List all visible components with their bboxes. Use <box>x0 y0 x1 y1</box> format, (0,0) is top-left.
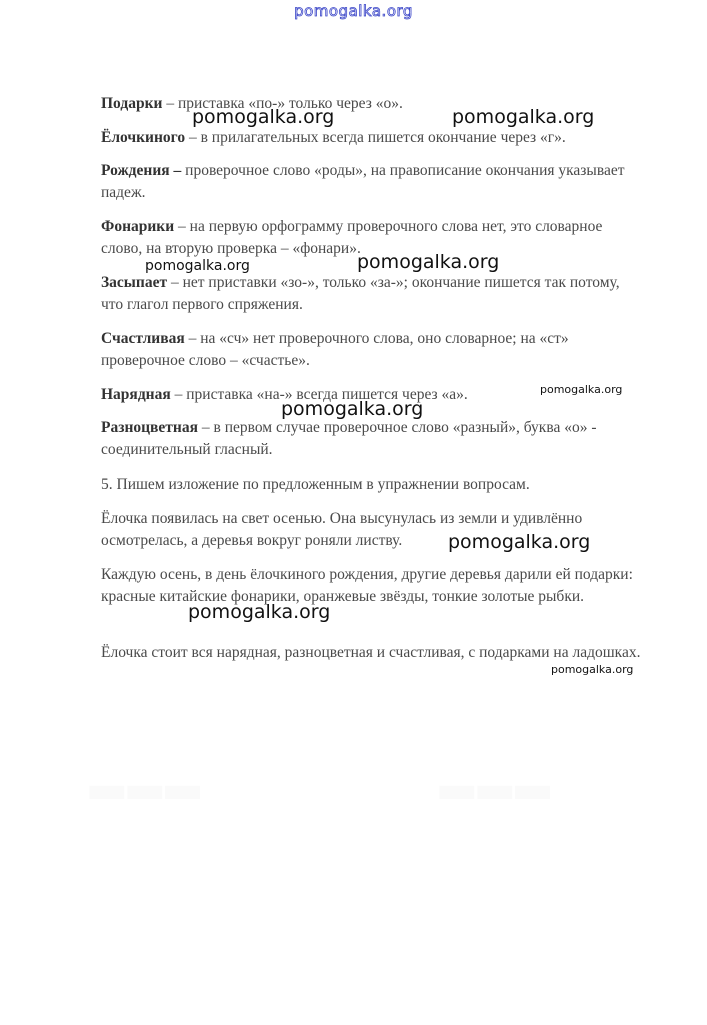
explanation: – на первую орфограмму проверочного слова нет, это словарное слово, на вторую проверка – «фонари». <box>101 218 603 257</box>
term: Ёлочкиного <box>101 129 186 146</box>
explanation: – в прилагательных всегда пишется окончание через «г». <box>185 129 566 146</box>
explanation: – приставка «на-» всегда пишется через «а». <box>170 386 468 403</box>
explanation: – приставка «по-» только через «о». <box>162 95 403 112</box>
watermark: pomogalka.org <box>452 106 595 128</box>
paragraph-12 <box>101 642 641 664</box>
term: Подарки <box>101 95 163 112</box>
term: Фонарики <box>101 218 175 235</box>
paragraph-6 <box>101 328 641 372</box>
watermark: pomogalka.org <box>192 106 335 128</box>
watermark: pomogalka.org <box>551 663 634 676</box>
paragraph-8 <box>101 417 641 461</box>
paragraph-9 <box>101 474 641 496</box>
watermark: pomogalka.org <box>188 601 331 623</box>
story-text: Ёлочка появилась на свет осенью. Она высунулась из земли и удивлённо осмотрелась, а деревья вокруг роняли листву. <box>101 510 583 549</box>
explanation: – нет приставки «зо-», только «за-»; окончание пишется так потому, что глагол первого спряжения. <box>101 274 620 313</box>
story-text: Каждую осень, в день ёлочкиного рождения, другие деревья дарили ей подарки: красные китайские фонарики, оранжевые звёзды, тонкие золотые рыбки. <box>101 566 633 605</box>
explanation: – в первом случае проверочное слово «разный», буква «о» - соединительный гласный. <box>101 419 597 458</box>
watermark: pomogalka.org <box>540 383 623 396</box>
watermark: pomogalka.org <box>448 531 591 553</box>
term: Нарядная <box>101 386 171 403</box>
paragraph-2 <box>101 127 641 149</box>
explanation: – на «сч» нет проверочного слова, оно словарное; на «ст» проверочное слово – «счастье». <box>101 330 569 369</box>
term: Рождения – <box>101 162 182 179</box>
faint-background-shape: ▂▂▂ <box>440 748 554 799</box>
term: Засыпает <box>101 274 168 291</box>
paragraph-5 <box>101 272 641 316</box>
watermark: pomogalka.org <box>145 258 250 274</box>
term: Разноцветная <box>101 419 198 436</box>
story-text: Ёлочка стоит вся нарядная, разноцветная и счастливая, с подарками на ладошках. <box>101 644 641 661</box>
task-heading: 5. Пишем изложение по предложенным в упражнении вопросам. <box>101 476 530 493</box>
term: Счастливая <box>101 330 185 347</box>
header-watermark: pomogalka.org <box>294 2 413 20</box>
paragraph-3 <box>101 160 641 204</box>
faint-background-shape: ▂▂▂ <box>90 748 204 799</box>
paragraph-11 <box>101 564 641 608</box>
explanation: проверочное слово «роды», на правописание окончания указывает падеж. <box>101 162 625 201</box>
watermark: pomogalka.org <box>357 251 500 273</box>
watermark: pomogalka.org <box>281 398 424 420</box>
